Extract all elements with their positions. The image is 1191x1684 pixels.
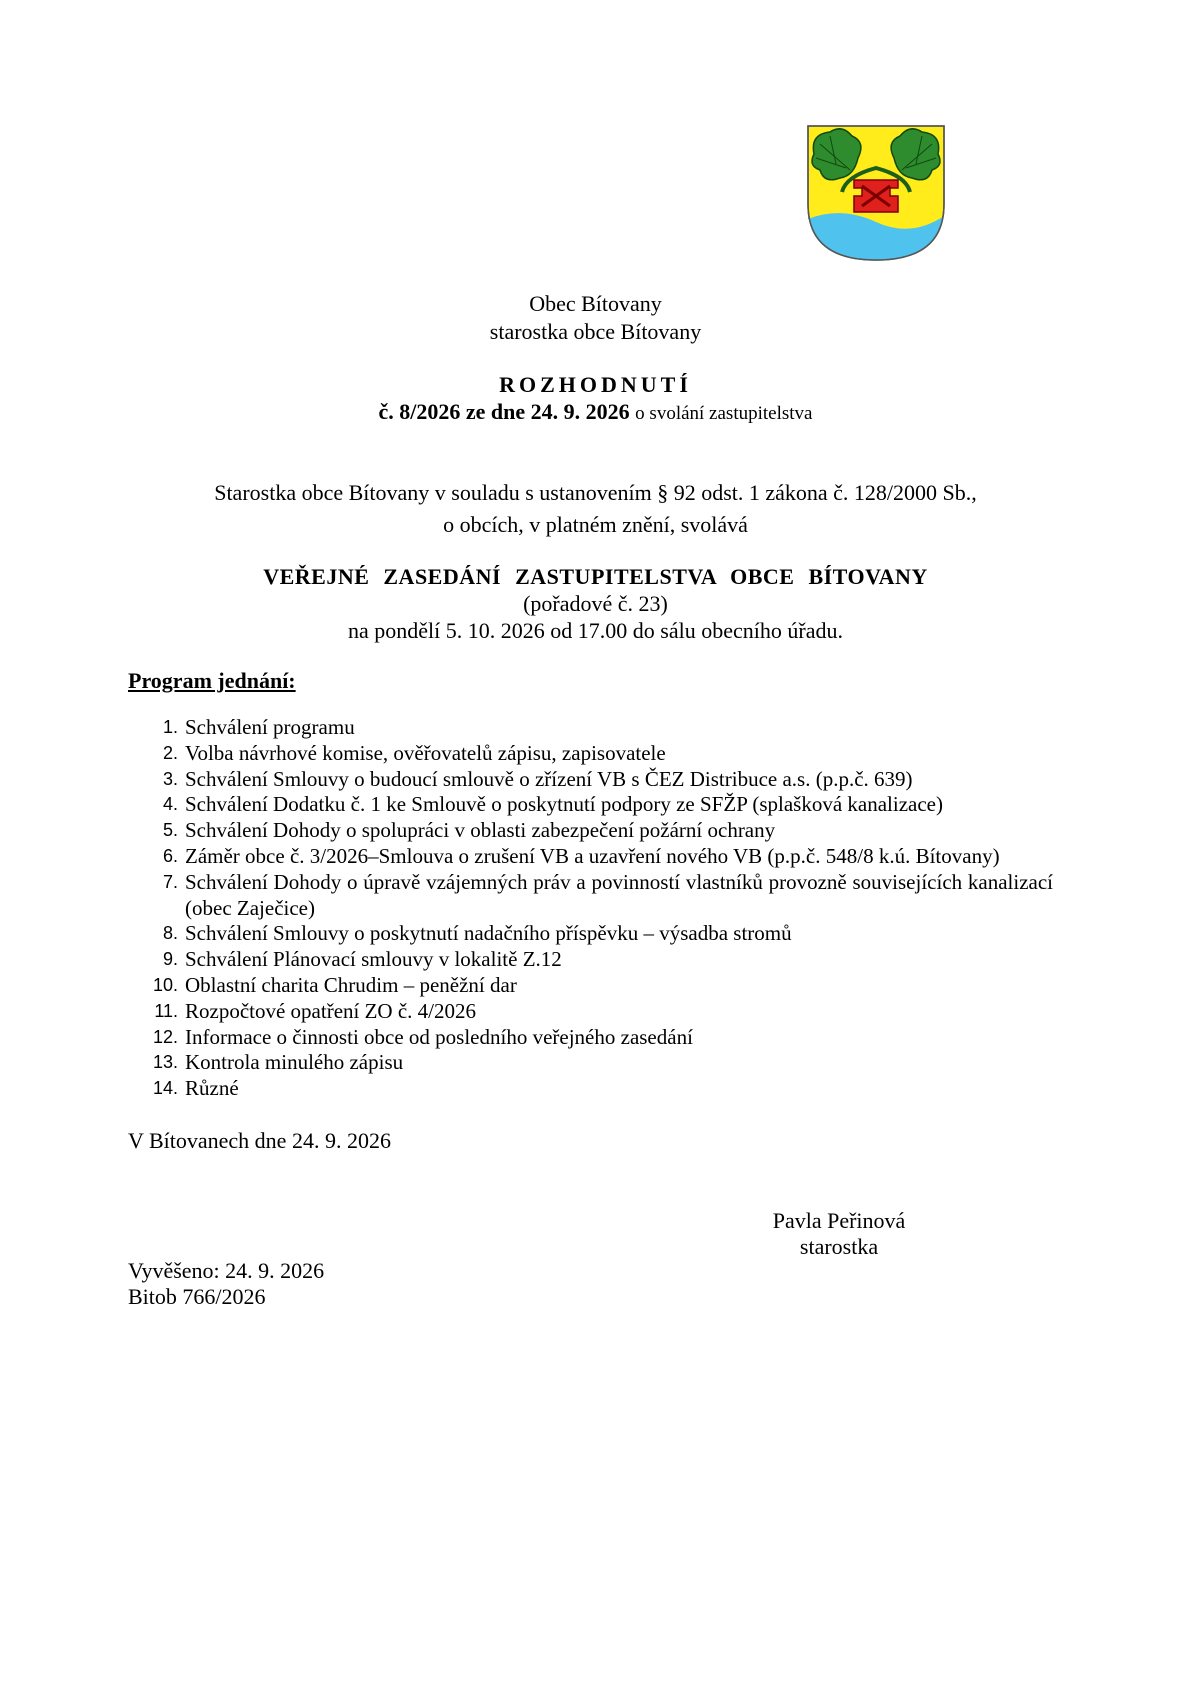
program-item-number: 5. [162,820,178,841]
program-item-number: 10. [152,974,178,995]
program-item-text: Schválení programu [185,715,355,739]
program-item [128,947,1053,973]
program-item-number: 1. [162,717,178,737]
reference-number: Bitob 766/2026 [128,1284,266,1309]
program-item-number: 7. [162,871,178,892]
program-item [128,999,1053,1025]
decision-subject: o svolání zastupitelstva [635,403,813,424]
decision-number: č. 8/2026 ze dne 24. 9. 2026 [378,399,630,424]
program-item [128,1076,1053,1102]
coat-of-arms-icon [806,124,946,262]
program-item-number: 6. [162,845,178,866]
program-item-text: Různé [185,1076,239,1101]
program-item [128,741,1053,767]
program-item-number: 3. [162,768,178,789]
program-item-text: Informace o činnosti obce od posledního veřejného zasedání [185,1024,693,1049]
program-item-text: Oblastní charita Chrudim – peněžní dar [185,972,517,997]
program-item-text: Schválení Dohody o úpravě vzájemných práv a povinností vlastníků provozně souvisejících kanalizací (obec Zaječice) [185,869,1053,920]
program-item-number: 8. [162,923,178,944]
issuer-line: starostka obce Bítovany [489,319,702,344]
program-item [128,792,1053,818]
program-item-number: 4. [162,794,178,815]
program-heading: Program jednání: [128,668,296,693]
program-item [128,1025,1053,1051]
program-item [128,767,1053,793]
signature-role: starostka [799,1234,879,1259]
program-item-text: Schválení Smlouvy o budoucí smlouvě o zřízení VB s ČEZ Distribuce a.s. (p.p.č. 639) [185,766,913,791]
program-item [128,1050,1053,1076]
program-item-text: Záměr obce č. 3/2026–Smlouva o zrušení VB a uzavření nového VB (p.p.č. 548/8 k.ú. Bítovany) [185,843,1000,868]
place-date: V Bítovanech dne 24. 9. 2026 [128,1128,391,1153]
program-item-text: Kontrola minulého zápisu [185,1050,404,1075]
signature-name: Pavla Peřinová [772,1208,906,1233]
meeting-when-where: na pondělí 5. 10. 2026 od 17.00 do sálu obecního úřadu. [348,618,843,643]
program-item-text: Schválení Dohody o spolupráci v oblasti zabezpečení požární ochrany [185,818,776,843]
municipality-name: Obec Bítovany [529,291,662,316]
program-item-text: Schválení Plánovací smlouvy v lokalitě Z.12 [185,947,562,972]
program-item-number: 14. [152,1078,178,1099]
decision-number-line [0,398,1191,428]
program-item-text: Schválení Smlouvy o poskytnutí nadačního příspěvku – výsadba stromů [185,921,792,946]
program-item [128,715,1053,741]
program-item [128,818,1053,844]
posted-date: Vyvěšeno: 24. 9. 2026 [128,1258,325,1283]
program-item-text: Volba návrhové komise, ověřovatelů zápisu, zapisovatele [185,740,666,765]
program-item-text: Schválení Dodatku č. 1 ke Smlouvě o poskytnutí podpory ze SFŽP (splašková kanalizace) [185,792,943,817]
program-item-number: 13. [152,1052,178,1073]
declaration-line-2: o obcích, v platném znění, svolává [443,512,748,537]
program-item [128,844,1053,870]
program-item [128,870,1053,922]
program-item-number: 11. [154,1000,178,1021]
declaration-line-1: Starostka obce Bítovany v souladu s ustanovením § 92 odst. 1 zákona č. 128/2000 Sb., [214,480,977,505]
program-list [128,715,1053,1102]
program-item [128,973,1053,999]
program-item-number: 2. [162,742,178,763]
program-item-number: 12. [152,1026,178,1047]
decision-title: ROZHODNUTÍ [499,372,692,397]
program-item [128,921,1053,947]
program-item-text: Rozpočtové opatření ZO č. 4/2026 [185,998,477,1023]
meeting-order: (pořadové č. 23) [523,591,668,616]
meeting-title: VEŘEJNÉ ZASEDÁNÍ ZASTUPITELSTVA OBCE BÍTOVANY [263,564,928,589]
program-item-number: 9. [162,949,178,970]
